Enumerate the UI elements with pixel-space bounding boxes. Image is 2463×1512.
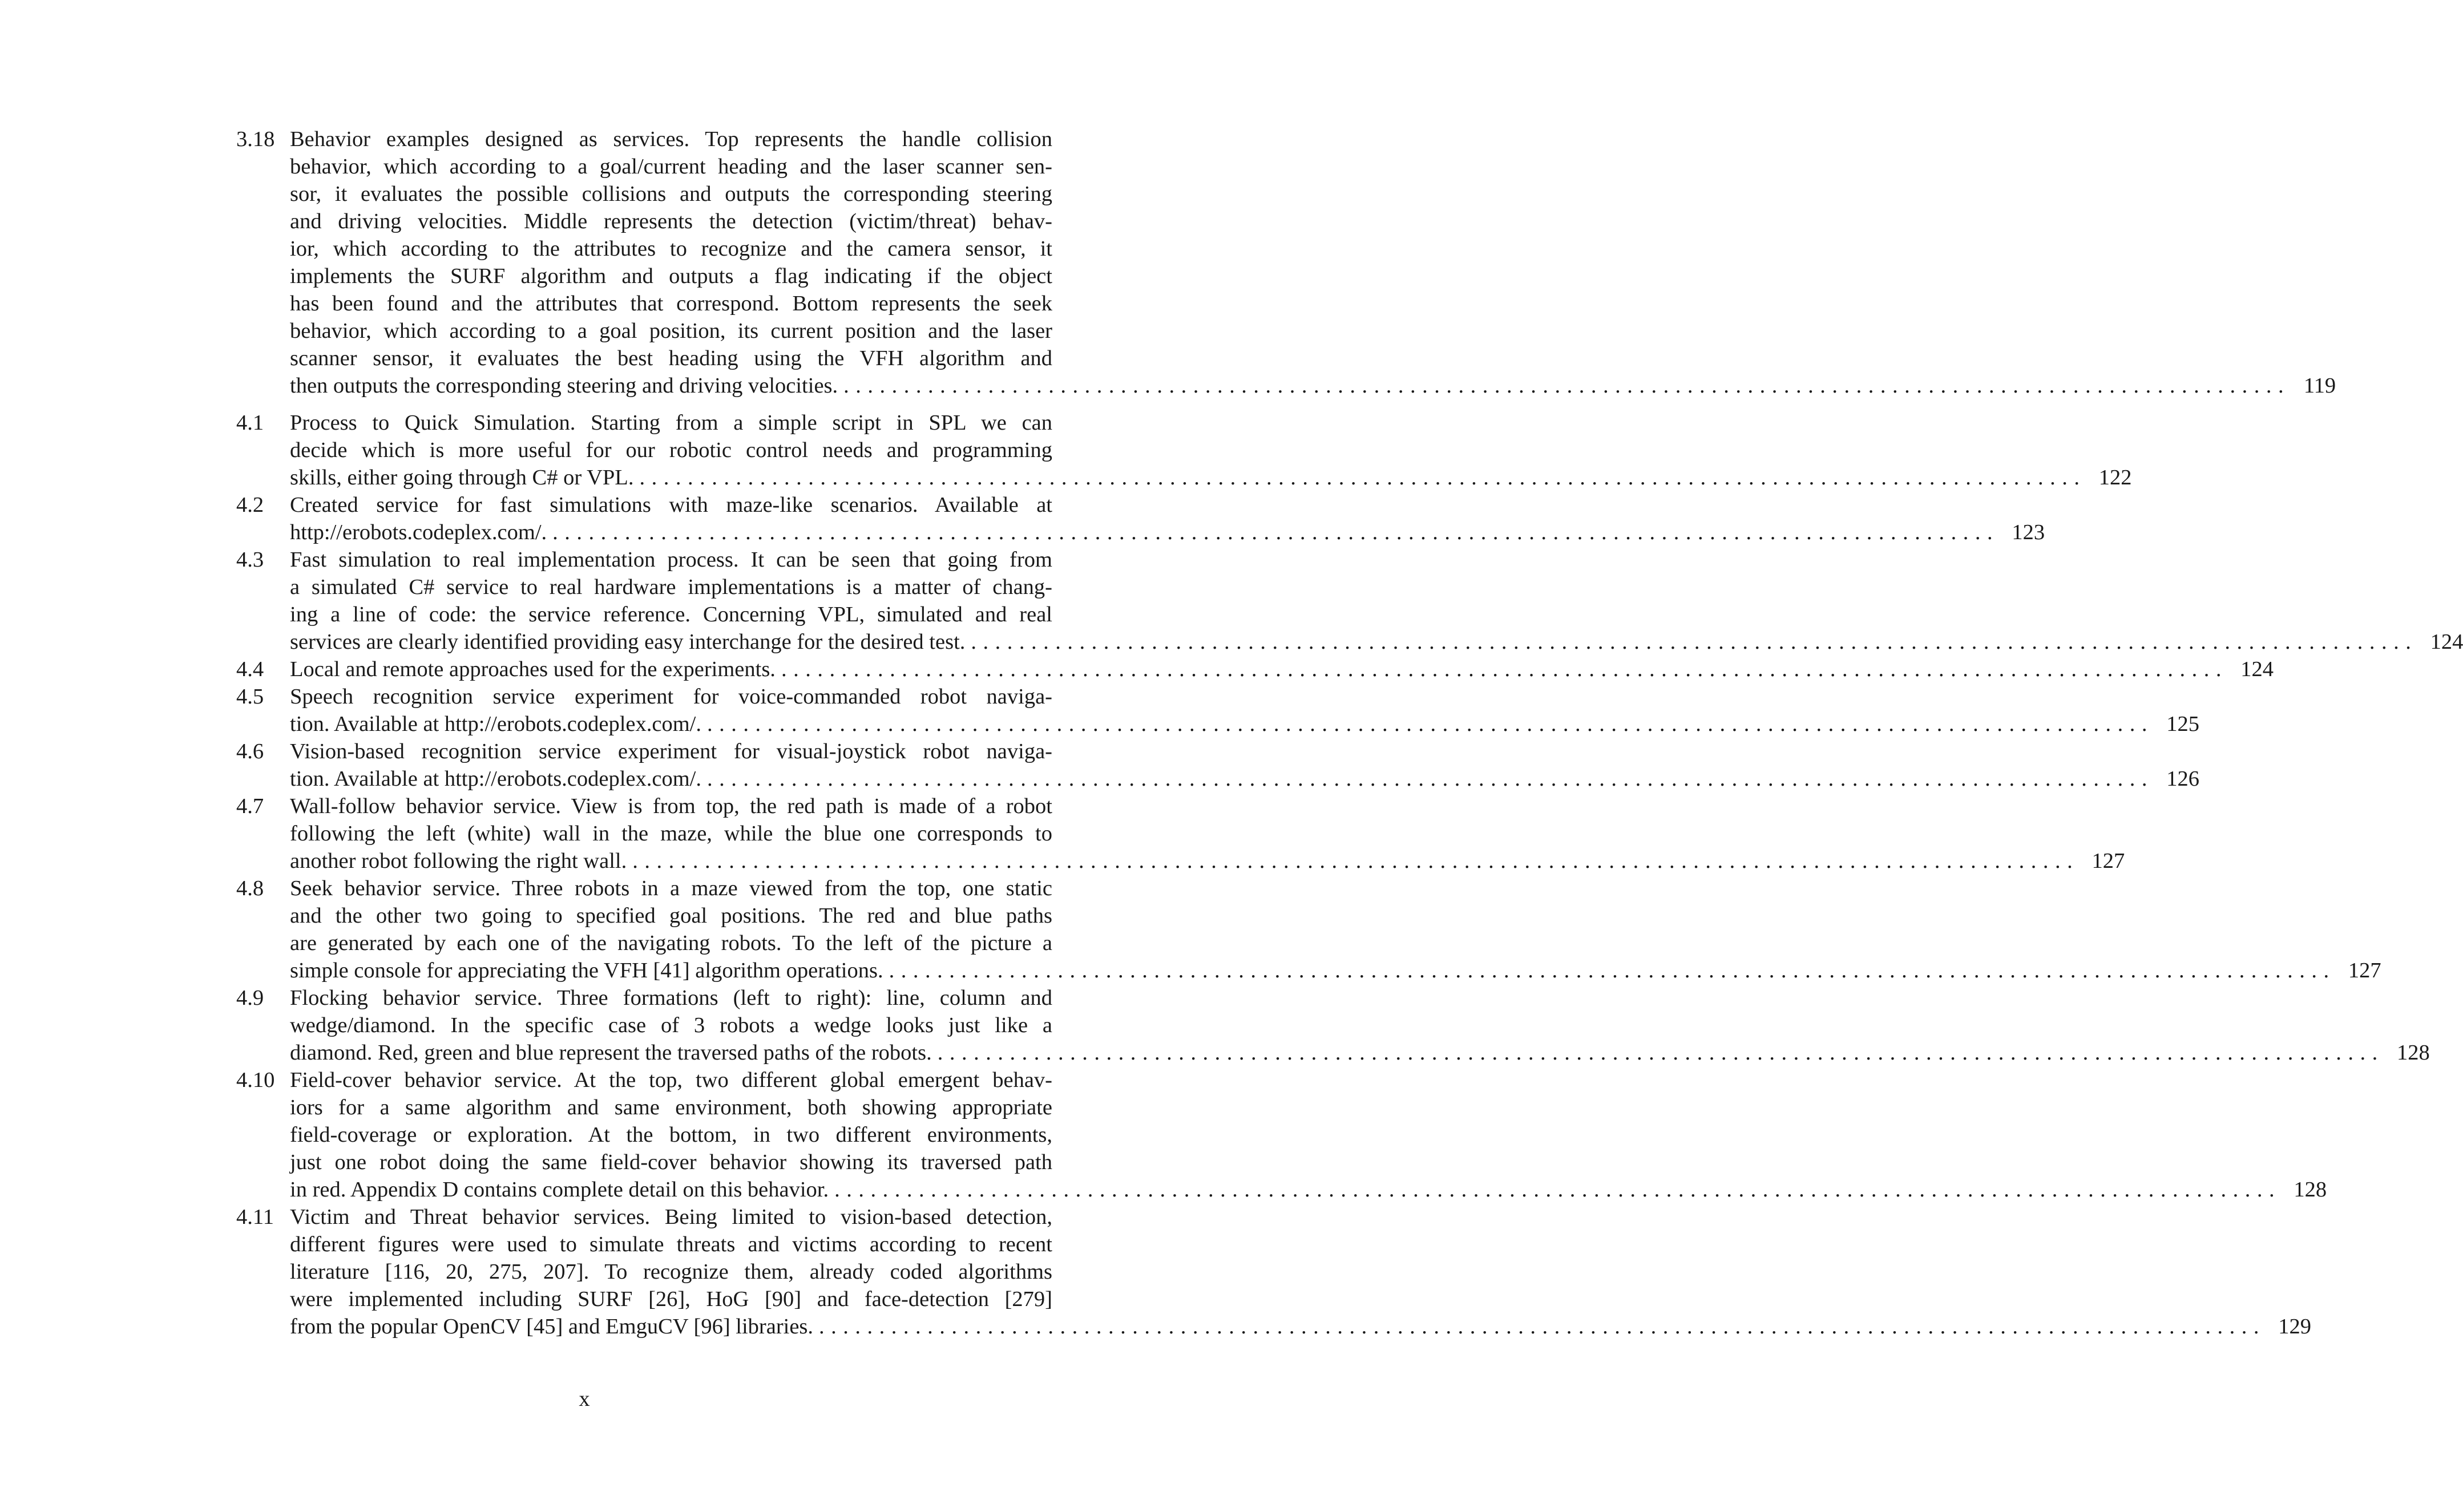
figure-entry[interactable]	[236, 409, 2132, 491]
figure-page-number[interactable]: 124	[2240, 657, 2274, 681]
caption-line: Wall-follow behavior service. View is from top, the red path is made of a robot	[290, 794, 1052, 818]
caption-line: ior, which according to the attributes to recognize and the camera sensor, it	[290, 237, 1052, 261]
caption-line: wedge/diamond. In the specific case of 3 robots a wedge looks just like a	[290, 1013, 1052, 1037]
caption-line: then outputs the corresponding steering and driving velocities.	[290, 374, 838, 398]
figure-entry[interactable]	[236, 984, 2430, 1066]
caption-last-line	[290, 1313, 2312, 1340]
figure-page-number[interactable]: 125	[2166, 712, 2199, 736]
caption-line: simple console for appreciating the VFH [41] algorithm operations.	[290, 959, 883, 983]
figure-number: 4.11	[236, 1205, 274, 1229]
figure-entry[interactable]	[236, 683, 2199, 738]
figure-caption	[290, 738, 2199, 793]
caption-last-line	[290, 957, 2381, 984]
caption-line: iors for a same algorithm and same environment, both showing appropriate	[290, 1095, 1052, 1119]
figure-caption	[290, 126, 2336, 399]
dot-leader: ........................................................................................................................	[889, 959, 2336, 983]
figure-number: 4.7	[236, 794, 264, 818]
figure-caption	[290, 491, 2045, 546]
caption-line: and the other two going to specified goal positions. The red and blue paths	[290, 904, 1052, 928]
caption-line: in red. Appendix D contains complete detail on this behavior.	[290, 1178, 829, 1202]
figure-number: 4.5	[236, 685, 264, 709]
caption-line: http://erobots.codeplex.com/.	[290, 520, 547, 544]
figure-caption	[290, 409, 2132, 491]
caption-line: Seek behavior service. Three robots in a maze viewed from the top, one static	[290, 876, 1052, 900]
dot-leader: ........................................................................................................................	[834, 1178, 2282, 1202]
dot-leader: ........................................................................................................................	[639, 466, 2086, 490]
caption-line: decide which is more useful for our robotic control needs and programming	[290, 438, 1052, 462]
caption-line: skills, either going through C# or VPL.	[290, 466, 634, 490]
page-number: x	[579, 1387, 590, 1411]
caption-last-line	[290, 656, 2274, 683]
figure-entry[interactable]	[236, 1066, 2327, 1203]
figure-number: 4.8	[236, 876, 264, 900]
caption-line: behavior, which according to a goal/current heading and the laser scanner sen-	[290, 155, 1052, 179]
figure-number: 4.1	[236, 411, 264, 435]
caption-last-line	[290, 847, 2125, 875]
dot-leader: ........................................................................................................................	[819, 1315, 2266, 1339]
caption-line: from the popular OpenCV [45] and EmguCV [96] libraries.	[290, 1315, 814, 1339]
caption-line: are generated by each one of the navigating robots. To the left of the picture a	[290, 931, 1052, 955]
caption-last-line	[290, 710, 2199, 738]
caption-line: a simulated C# service to real hardware implementations is a matter of chang-	[290, 575, 1052, 599]
caption-line: following the left (white) wall in the maze, while the blue one corresponds to	[290, 822, 1052, 846]
figure-entry[interactable]	[236, 1203, 2312, 1340]
caption-line: different figures were used to simulate threats and victims according to recent	[290, 1232, 1052, 1256]
caption-line: ing a line of code: the service reference. Concerning VPL, simulated and real	[290, 603, 1052, 626]
caption-last-line	[290, 765, 2199, 793]
caption-line: Behavior examples designed as services. Top represents the handle collision	[290, 127, 1052, 151]
figure-number: 4.3	[236, 548, 264, 572]
figure-entry[interactable]	[236, 738, 2199, 793]
caption-last-line	[290, 464, 2132, 491]
dot-leader: ........................................................................................................................	[552, 520, 2000, 544]
figure-caption	[290, 793, 2125, 875]
dot-leader: ........................................................................................................................	[632, 849, 2080, 873]
dot-leader: ........................................................................................................................	[707, 767, 2154, 791]
caption-line: tion. Available at http://erobots.codeplex.com/.	[290, 712, 701, 736]
figure-caption	[290, 984, 2430, 1066]
caption-line: Created service for fast simulations with maze-like scenarios. Available at	[290, 493, 1052, 517]
caption-last-line	[290, 372, 2336, 399]
figure-entry[interactable]	[236, 875, 2381, 984]
caption-line: Fast simulation to real implementation process. It can be seen that going from	[290, 548, 1052, 572]
caption-line: and driving velocities. Middle represents the detection (victim/threat) behav-	[290, 209, 1052, 233]
caption-line: behavior, which according to a goal position, its current position and the laser	[290, 319, 1052, 343]
caption-line: another robot following the right wall.	[290, 849, 627, 873]
dot-leader: ........................................................................................................................	[707, 712, 2154, 736]
caption-line: Local and remote approaches used for the experiments.	[290, 657, 776, 681]
figure-number: 4.9	[236, 986, 264, 1010]
caption-line: just one robot doing the same field-cover behavior showing its traversed path	[290, 1150, 1052, 1174]
figure-caption	[290, 546, 2463, 656]
caption-line: Speech recognition service experiment for voice-commanded robot naviga-	[290, 685, 1052, 709]
figure-caption	[290, 875, 2381, 984]
caption-last-line	[290, 519, 2045, 546]
caption-line: Flocking behavior service. Three formations (left to right): line, column and	[290, 986, 1052, 1010]
figure-caption	[290, 1203, 2312, 1340]
figure-page-number[interactable]: 128	[2294, 1178, 2327, 1202]
dot-leader: ........................................................................................................................	[843, 374, 2291, 398]
figure-page-number[interactable]: 129	[2278, 1315, 2312, 1339]
figure-entry[interactable]	[236, 656, 2274, 683]
figure-page-number[interactable]: 122	[2098, 466, 2132, 490]
figure-entry[interactable]	[236, 793, 2125, 875]
figure-page-number[interactable]: 128	[2396, 1041, 2430, 1065]
figure-page-number[interactable]: 127	[2348, 959, 2381, 983]
figure-entry[interactable]	[236, 126, 2336, 399]
caption-line: Vision-based recognition service experiment for visual-joystick robot naviga-	[290, 739, 1052, 763]
figure-page-number[interactable]: 127	[2091, 849, 2125, 873]
figure-number: 4.6	[236, 739, 264, 763]
figure-caption	[290, 656, 2274, 683]
dot-leader: ........................................................................................................................	[937, 1041, 2384, 1065]
figure-page-number[interactable]: 123	[2012, 520, 2045, 544]
caption-line: diamond. Red, green and blue represent the traversed paths of the robots.	[290, 1041, 932, 1065]
caption-line: sor, it evaluates the possible collisions and outputs the corresponding steering	[290, 182, 1052, 206]
caption-line: Field-cover behavior service. At the top, two different global emergent behav-	[290, 1068, 1052, 1092]
caption-line: Process to Quick Simulation. Starting from a simple script in SPL we can	[290, 411, 1052, 435]
caption-line: literature [116, 20, 275, 207]. To recognize them, already coded algorithms	[290, 1260, 1052, 1284]
dot-leader: ........................................................................................................................	[971, 630, 2418, 654]
caption-line: field-coverage or exploration. At the bottom, in two different environments,	[290, 1123, 1052, 1147]
figure-number: 3.18	[236, 127, 275, 151]
dot-leader: ........................................................................................................................	[781, 657, 2228, 681]
figure-caption	[290, 683, 2199, 738]
caption-line: Victim and Threat behavior services. Being limited to vision-based detection,	[290, 1205, 1052, 1229]
figure-page-number[interactable]: 124	[2430, 630, 2463, 654]
caption-line: were implemented including SURF [26], HoG [90] and face-detection [279]	[290, 1287, 1052, 1311]
caption-last-line	[290, 1176, 2327, 1203]
caption-last-line	[290, 628, 2463, 656]
figure-number: 4.4	[236, 657, 264, 681]
caption-line: services are clearly identified providing easy interchange for the desired test.	[290, 630, 966, 654]
caption-line: has been found and the attributes that correspond. Bottom represents the seek	[290, 292, 1052, 316]
figure-number: 4.2	[236, 493, 264, 517]
figure-caption	[290, 1066, 2327, 1203]
figure-entry[interactable]	[236, 546, 2463, 656]
figure-number: 4.10	[236, 1068, 275, 1092]
figure-page-number[interactable]: 126	[2166, 767, 2199, 791]
caption-last-line	[290, 1039, 2430, 1066]
figure-page-number[interactable]: 119	[2303, 374, 2336, 398]
figure-entry[interactable]	[236, 491, 2045, 546]
caption-line: implements the SURF algorithm and outputs a flag indicating if the object	[290, 264, 1052, 288]
list-of-figures	[236, 126, 2463, 1340]
caption-line: tion. Available at http://erobots.codeplex.com/.	[290, 767, 701, 791]
caption-line: scanner sensor, it evaluates the best heading using the VFH algorithm and	[290, 346, 1052, 370]
